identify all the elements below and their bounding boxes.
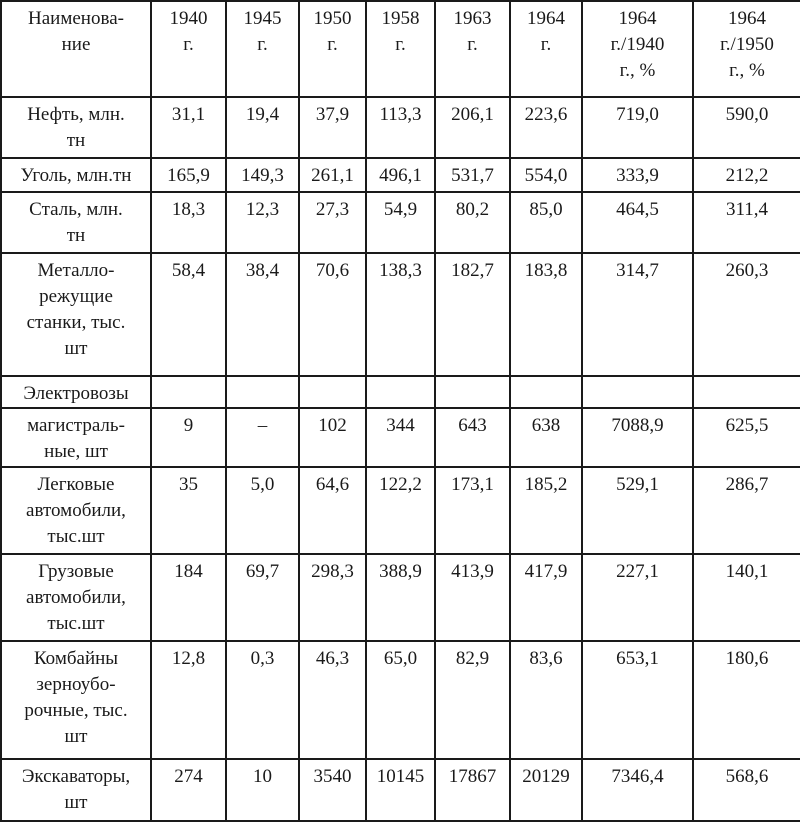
- cell-ratio-1964-1950: 286,7: [693, 467, 800, 554]
- cell-ratio-1964-1940: 653,1: [582, 641, 693, 759]
- cell-1950: 37,9: [299, 97, 366, 158]
- cell-1963: [435, 376, 510, 408]
- cell-1963: 206,1: [435, 97, 510, 158]
- cell-name: Уголь, млн.тн: [1, 158, 151, 192]
- cell-1945: 0,3: [226, 641, 299, 759]
- header-cell-1945: 1945 г.: [226, 1, 299, 97]
- cell-1964: 85,0: [510, 192, 582, 253]
- row-machine-tools: [1, 253, 800, 376]
- row-coal: [1, 158, 800, 192]
- cell-ratio-1964-1940: 314,7: [582, 253, 693, 376]
- cell-1940: 165,9: [151, 158, 226, 192]
- cell-ratio-1964-1940: [582, 376, 693, 408]
- cell-1963: 413,9: [435, 554, 510, 641]
- cell-1950: [299, 376, 366, 408]
- cell-name: Комбайны зерноубо- рочные, тыс. шт: [1, 641, 151, 759]
- row-mainline: [1, 408, 800, 467]
- cell-ratio-1964-1950: 140,1: [693, 554, 800, 641]
- row-electric-locomotives: [1, 376, 800, 408]
- header-cell-ratio-1964-1950: 1964 г./1950 г., %: [693, 1, 800, 97]
- cell-1963: 173,1: [435, 467, 510, 554]
- cell-1958: [366, 376, 435, 408]
- cell-1964: 554,0: [510, 158, 582, 192]
- cell-ratio-1964-1940: 719,0: [582, 97, 693, 158]
- row-trucks: [1, 554, 800, 641]
- cell-name: Электровозы: [1, 376, 151, 408]
- cell-1964: [510, 376, 582, 408]
- cell-ratio-1964-1950: 212,2: [693, 158, 800, 192]
- cell-1940: 9: [151, 408, 226, 467]
- header-cell-ratio-1964-1940: 1964 г./1940 г., %: [582, 1, 693, 97]
- cell-1945: –: [226, 408, 299, 467]
- cell-1964: 20129: [510, 759, 582, 821]
- header-cell-1963: 1963 г.: [435, 1, 510, 97]
- cell-1950: 27,3: [299, 192, 366, 253]
- cell-name: Экскаваторы, шт: [1, 759, 151, 821]
- cell-ratio-1964-1940: 7346,4: [582, 759, 693, 821]
- cell-1963: 82,9: [435, 641, 510, 759]
- cell-1945: 149,3: [226, 158, 299, 192]
- cell-1964: 223,6: [510, 97, 582, 158]
- cell-1964: 638: [510, 408, 582, 467]
- cell-1964: 417,9: [510, 554, 582, 641]
- cell-1950: 46,3: [299, 641, 366, 759]
- cell-1945: 38,4: [226, 253, 299, 376]
- table-body: [1, 1, 800, 821]
- cell-1963: 643: [435, 408, 510, 467]
- cell-1958: 10145: [366, 759, 435, 821]
- header-row: [1, 1, 800, 97]
- cell-1958: 65,0: [366, 641, 435, 759]
- cell-ratio-1964-1950: 590,0: [693, 97, 800, 158]
- cell-1940: 184: [151, 554, 226, 641]
- cell-1958: 138,3: [366, 253, 435, 376]
- cell-ratio-1964-1950: 568,6: [693, 759, 800, 821]
- cell-1950: 70,6: [299, 253, 366, 376]
- cell-1958: 122,2: [366, 467, 435, 554]
- cell-1964: 185,2: [510, 467, 582, 554]
- cell-1945: [226, 376, 299, 408]
- cell-name: Нефть, млн. тн: [1, 97, 151, 158]
- cell-ratio-1964-1950: 260,3: [693, 253, 800, 376]
- cell-1945: 5,0: [226, 467, 299, 554]
- cell-ratio-1964-1940: 464,5: [582, 192, 693, 253]
- cell-name: Легковые автомобили, тыс.шт: [1, 467, 151, 554]
- cell-1950: 3540: [299, 759, 366, 821]
- cell-1958: 344: [366, 408, 435, 467]
- cell-1958: 54,9: [366, 192, 435, 253]
- cell-name: магистраль- ные, шт: [1, 408, 151, 467]
- cell-ratio-1964-1950: 625,5: [693, 408, 800, 467]
- cell-1958: 113,3: [366, 97, 435, 158]
- cell-1940: 12,8: [151, 641, 226, 759]
- cell-1940: [151, 376, 226, 408]
- header-cell-1958: 1958 г.: [366, 1, 435, 97]
- cell-1940: 31,1: [151, 97, 226, 158]
- cell-1964: 83,6: [510, 641, 582, 759]
- cell-1945: 19,4: [226, 97, 299, 158]
- cell-1963: 80,2: [435, 192, 510, 253]
- cell-1963: 17867: [435, 759, 510, 821]
- cell-1940: 35: [151, 467, 226, 554]
- cell-1950: 298,3: [299, 554, 366, 641]
- header-cell-1950: 1950 г.: [299, 1, 366, 97]
- cell-1940: 274: [151, 759, 226, 821]
- header-cell-1940: 1940 г.: [151, 1, 226, 97]
- cell-1945: 12,3: [226, 192, 299, 253]
- cell-name: Сталь, млн. тн: [1, 192, 151, 253]
- cell-ratio-1964-1950: 180,6: [693, 641, 800, 759]
- cell-1950: 102: [299, 408, 366, 467]
- cell-name: Металло- режущие станки, тыс. шт: [1, 253, 151, 376]
- cell-1958: 496,1: [366, 158, 435, 192]
- row-cars: [1, 467, 800, 554]
- cell-1950: 64,6: [299, 467, 366, 554]
- cell-ratio-1964-1950: 311,4: [693, 192, 800, 253]
- row-steel: [1, 192, 800, 253]
- cell-1958: 388,9: [366, 554, 435, 641]
- cell-1945: 69,7: [226, 554, 299, 641]
- cell-ratio-1964-1940: 529,1: [582, 467, 693, 554]
- cell-1963: 182,7: [435, 253, 510, 376]
- header-cell-1964: 1964 г.: [510, 1, 582, 97]
- cell-1950: 261,1: [299, 158, 366, 192]
- cell-1963: 531,7: [435, 158, 510, 192]
- cell-ratio-1964-1940: 333,9: [582, 158, 693, 192]
- cell-1940: 18,3: [151, 192, 226, 253]
- cell-ratio-1964-1940: 227,1: [582, 554, 693, 641]
- row-oil: [1, 97, 800, 158]
- row-harvesters: [1, 641, 800, 759]
- header-cell-name: Наименова- ние: [1, 1, 151, 97]
- cell-1964: 183,8: [510, 253, 582, 376]
- cell-ratio-1964-1940: 7088,9: [582, 408, 693, 467]
- cell-ratio-1964-1950: [693, 376, 800, 408]
- cell-1945: 10: [226, 759, 299, 821]
- cell-1940: 58,4: [151, 253, 226, 376]
- row-excavators: [1, 759, 800, 821]
- cell-name: Грузовые автомобили, тыс.шт: [1, 554, 151, 641]
